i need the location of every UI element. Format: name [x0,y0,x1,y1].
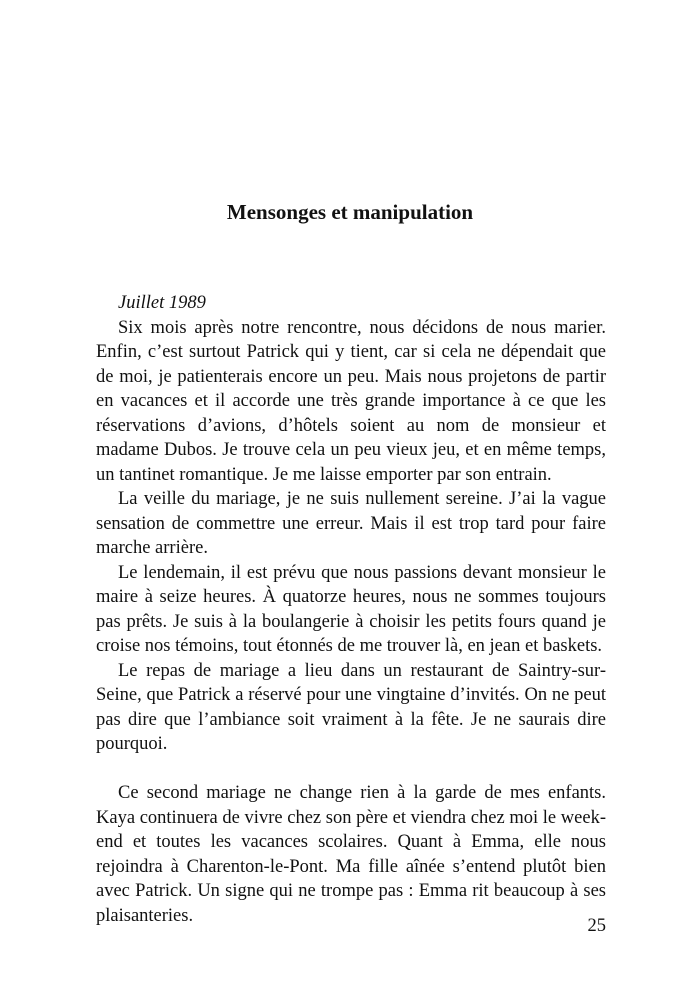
paragraph: Le lendemain, il est prévu que nous passions devant monsieur le maire à seize heures. À quatorze heures, nous ne sommes toujours pas prêts. Je suis à la boulangerie à choisir les petits fours quand je croise nos témoins, tout étonnés de me trouver là, en jean et baskets. [96,562,606,656]
section-date: Juillet 1989 [118,293,206,313]
section-break [96,757,606,782]
paragraph: Six mois après notre rencontre, nous décidons de nous marier. Enfin, c’est surtout Patrick qui y tient, car si cela ne dépendait que de moi, je patienterais encore un peu. Mais nous projetons de partir en vacances et il accorde une très grande importance à ce que les réservations d’avions, d’hôtels soient au nom de monsieur et madame Dubos. Je trouve cela un peu vieux jeu, et en même temps, un tantinet romantique. Je me laisse emporter par son entrain. [96,317,606,485]
chapter-title: Mensonges et manipulation [226,200,474,224]
body-text [96,291,606,928]
page-number: 25 [587,916,606,936]
paragraph: La veille du mariage, je ne suis nullement sereine. J’ai la vague sensation de commettre une erreur. Mais il est trop tard pour faire marche arrière. [96,489,606,558]
paragraph: Le repas de mariage a lieu dans un restaurant de Saintry-sur-Seine, que Patrick a réservé pour une vingtaine d’invités. On ne peut pas dire que l’ambiance soit vraiment à la fête. Je ne saurais dire pourquoi. [96,660,606,754]
paragraph: Ce second mariage ne change rien à la garde de mes enfants. Kaya continuera de vivre chez son père et viendra chez moi le week-end et toutes les vacances scolaires. Quant à Emma, elle nous rejoindra à Charenton-le-Pont. Ma fille aînée s’entend plutôt bien avec Patrick. Un signe qui ne trompe pas : Emma rit beaucoup à ses plaisanteries. [96,783,606,926]
